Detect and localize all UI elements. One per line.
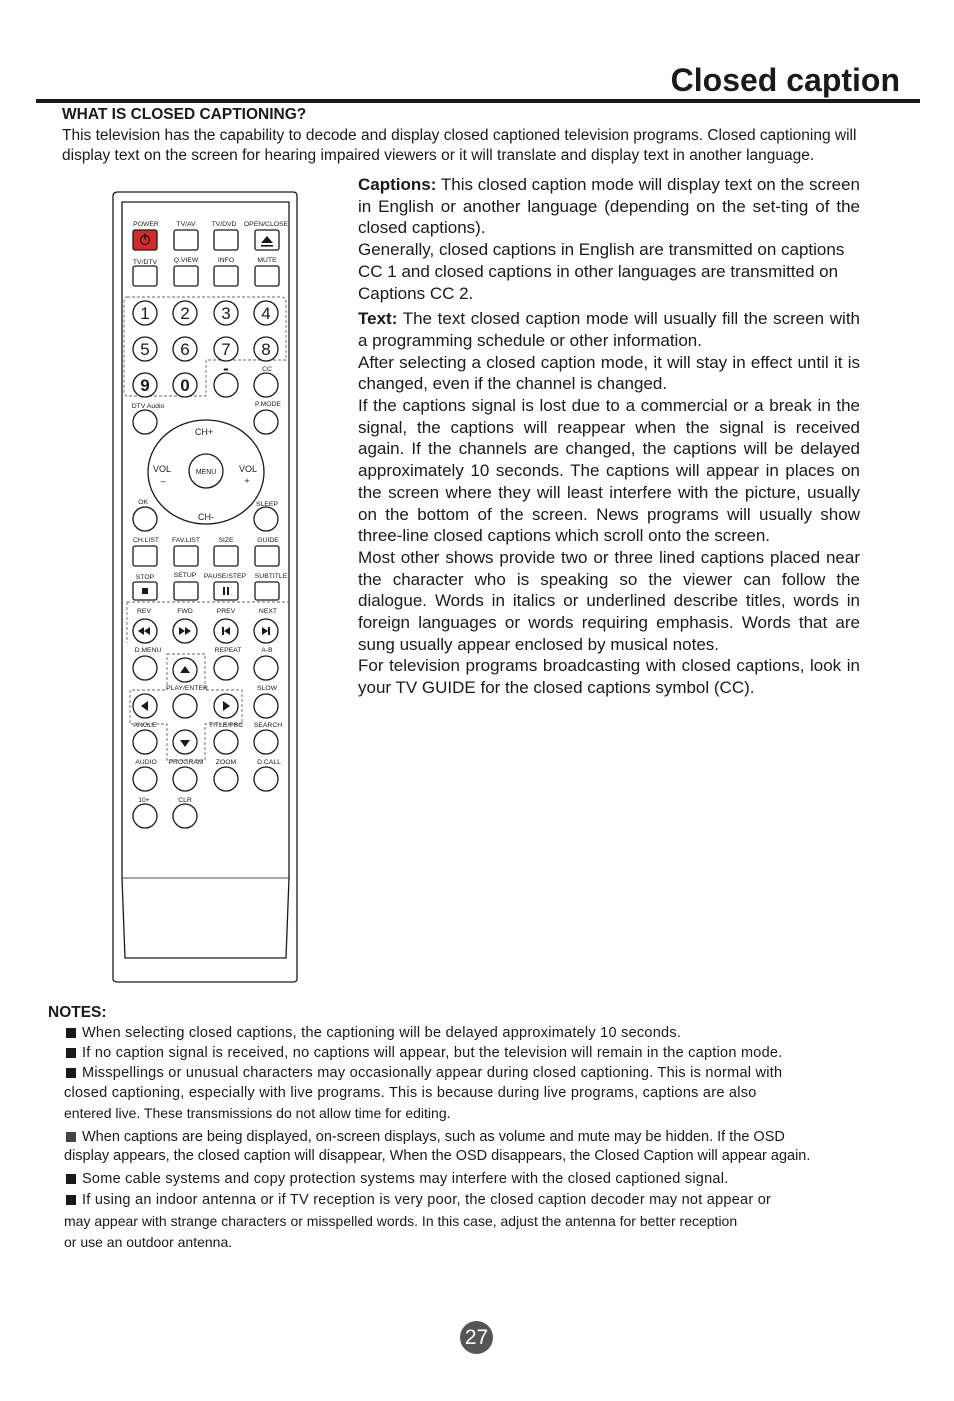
rev-label: REV (137, 608, 151, 615)
tvdtv-label: TV/DTV (132, 259, 158, 266)
digit-6: 6 (180, 340, 190, 359)
cc-label: CC (262, 366, 272, 373)
dtv-audio-label: DTV Audio (131, 403, 165, 410)
bullet-square-icon (66, 1195, 76, 1205)
pause-icon (223, 587, 225, 595)
zoom-label: ZOOM (215, 759, 237, 766)
bullet-square-icon (66, 1174, 76, 1184)
note-3-line-3: entered live. These transmissions do not allow time for editing. (64, 1105, 451, 1121)
setup-label: SETUP (173, 572, 197, 579)
intro-heading: WHAT IS CLOSED CAPTIONING? (62, 106, 307, 123)
mute-button (255, 266, 279, 286)
dtv-audio-button (133, 410, 157, 434)
power-label: POWER (133, 221, 159, 228)
setup-button (174, 582, 198, 600)
note-6-line-3: or use an outdoor antenna. (64, 1234, 233, 1250)
stop-label: STOP (135, 574, 155, 581)
ok-button (133, 507, 157, 531)
note-2-text: If no caption signal is received, no captions will appear, but the television will remain in the caption mode. (82, 1045, 783, 1061)
power-button (133, 230, 157, 250)
digit-8: 8 (261, 340, 271, 359)
note-6-line-2: may appear with strange characters or misspelled words. In this case, adjust the antenna for better reception (64, 1213, 738, 1229)
note-4-line-1: When captions are being displayed, on-screen displays, such as volume and mute may be hidden. If the OSD (82, 1129, 785, 1145)
most-shows-paragraph: Most other shows provide two or three lined captions placed near the character who is speaking so the viewer can follow the dialogue. Words in italics or underlined describe titles, words in foreign languages or words requiring emphasis. Words that are sung usually appear enclosed by musical notes. (358, 547, 860, 654)
captions-paragraph (358, 174, 860, 239)
fwd-label: FWD (177, 608, 193, 615)
titlepbc-button (214, 730, 238, 754)
subtitle-label: SUBTITLE (254, 573, 288, 580)
bullet-square-icon (66, 1028, 76, 1038)
chlist-button (133, 546, 157, 566)
stay-paragraph: After selecting a closed caption mode, it will stay in effect until it is changed, even if the channel is changed. (358, 352, 860, 394)
openclose-label: OPEN/CLOSE (243, 221, 289, 228)
digit-3: 3 (221, 304, 231, 323)
play-enter-label: PLAY/ENTER (166, 685, 208, 692)
pausestep-button (214, 582, 238, 600)
prev-label: PREV (216, 608, 236, 615)
signal-lost-paragraph: If the captions signal is lost due to a commercial or a break in the signal, the captions will reappear when the signal is received again. If the channels are changed, the captions will be delayed approximately 10 seconds. The captions will appear in places on the screen where they will least interfere with the picture, usually on the bottom of the screen. News programs will usually show three-line closed captions which scroll onto the screen. (358, 396, 860, 546)
text-text: The text closed caption mode will usually fill the screen with a programming schedule or other information. (358, 309, 860, 350)
pmode-label: P.MODE (255, 401, 281, 408)
note-4 (66, 1127, 785, 1148)
audio-label: AUDIO (135, 759, 157, 766)
search-label: SEARCH (253, 722, 283, 729)
menu-label: MENU (195, 469, 217, 476)
angle-label: ANGLE (133, 722, 157, 729)
text-paragraph (358, 308, 860, 351)
note-5-text: Some cable systems and copy protection systems may interfere with the closed captioned signal. (82, 1171, 729, 1187)
ab-button (254, 656, 278, 680)
note-6-cont (64, 1211, 737, 1233)
page-number: 27 (460, 1321, 493, 1354)
favlist-label: FAV.LIST (172, 537, 200, 544)
digit-9: 9 (140, 376, 150, 395)
remote-buttons (133, 230, 279, 828)
vol-plus-sign: + (244, 476, 250, 486)
program-button (173, 767, 197, 791)
note-4-cont: display appears, the closed caption will disappear, When the OSD disappears, the Closed Caption will appear again. (64, 1148, 811, 1164)
tvdvd-button (214, 230, 238, 250)
tenplus-button (133, 804, 157, 828)
note-2 (66, 1043, 783, 1064)
captions-text: This closed caption mode will display text on the screen in English or another language (depending on the set-ting of the closed captions). (358, 175, 860, 238)
captions-label: Captions: (358, 175, 437, 194)
slow-label: SLOW (256, 685, 278, 692)
remote-control-illustration (108, 190, 304, 984)
size-button (214, 546, 238, 566)
play-enter-button (173, 694, 197, 718)
info-label: INFO (217, 257, 235, 264)
repeat-label: REPEAT (214, 647, 242, 654)
captions-general-paragraph: Generally, closed captions in English are transmitted on captions CC 1 and closed captions in other languages are transmitted on Captions CC 2. (358, 240, 845, 303)
intro-text: This television has the capability to decode and display closed captioned television programs. Closed captioning will display text on the screen for hearing impaired viewers or it will translate and display text in another language. (62, 127, 857, 164)
digit-5: 5 (140, 340, 150, 359)
dash-label: - (223, 359, 229, 378)
repeat-button (214, 656, 238, 680)
tvav-label: TV/AV (176, 221, 196, 228)
digit-2: 2 (180, 304, 190, 323)
page-title: Closed caption (670, 62, 900, 98)
notes-heading: NOTES: (48, 1004, 107, 1021)
ab-label: A-B (261, 647, 273, 654)
note-3-end (64, 1103, 451, 1125)
qview-label: Q.VIEW (173, 257, 199, 264)
dcall-label: D.CALL (257, 759, 281, 766)
search-button (254, 730, 278, 754)
zoom-button (214, 767, 238, 791)
note-3 (66, 1063, 782, 1084)
dcall-button (254, 767, 278, 791)
stop-icon (142, 588, 148, 594)
titlepbc-label: TITLE/PBC (208, 722, 244, 729)
tenplus-label: 10+ (138, 797, 150, 804)
digit-4: 4 (261, 304, 271, 323)
cc-button (254, 373, 278, 397)
note-6 (66, 1190, 771, 1211)
note-6-line-1: If using an indoor antenna or if TV reception is very poor, the closed caption decoder may not appear or (82, 1192, 772, 1208)
remote-digits (140, 304, 270, 395)
note-3-cont: closed captioning, especially with live programs. This is because during live programs, captions are also (64, 1085, 757, 1101)
sleep-button (254, 507, 278, 531)
subtitle-button (255, 582, 279, 600)
ch-minus-label: CH- (198, 512, 214, 522)
vol-minus-sign: – (160, 476, 166, 486)
guide-button (255, 546, 279, 566)
guide-label: GUIDE (257, 537, 279, 544)
title-rule (36, 99, 920, 103)
digit-0: 0 (180, 376, 190, 395)
clr-button (173, 804, 197, 828)
note-5 (66, 1169, 729, 1190)
tv-guide-paragraph: For television programs broadcasting with closed captions, look in your TV GUIDE for the closed captions symbol (CC). (358, 656, 860, 698)
vol-plus-label: VOL (238, 464, 258, 474)
info-button (214, 266, 238, 286)
note-6-end (64, 1232, 232, 1254)
ok-label: OK (138, 499, 148, 506)
qview-button (174, 266, 198, 286)
audio-button (133, 767, 157, 791)
tvdtv-button (133, 266, 157, 286)
chlist-label: CH.LIST (132, 537, 160, 544)
digit-7: 7 (221, 340, 231, 359)
clr-label: CLR (178, 797, 192, 804)
note-1-text: When selecting closed captions, the captioning will be delayed approximately 10 seconds. (82, 1025, 682, 1041)
text-label: Text: (358, 309, 398, 329)
pmode-button (254, 410, 278, 434)
vol-minus-label: VOL (152, 464, 172, 474)
tvdvd-label: TV/DVD (211, 221, 237, 228)
digit-1: 1 (140, 304, 150, 323)
favlist-button (174, 546, 198, 566)
pausestep-label: PAUSE/STEP (203, 573, 247, 580)
dmenu-button (133, 656, 157, 680)
caption-modes-text (358, 174, 860, 699)
program-label: PROGRAM (168, 759, 204, 766)
slow-button (254, 694, 278, 718)
next-label: NEXT (258, 608, 278, 615)
angle-button (133, 730, 157, 754)
note-3-line-1: Misspellings or unusual characters may occasionally appear during closed captioning. This is normal with (82, 1065, 783, 1081)
size-label: SIZE (218, 537, 234, 544)
bullet-square-icon (66, 1048, 76, 1058)
ch-plus-label: CH+ (194, 427, 214, 437)
bullet-square-icon (66, 1068, 76, 1078)
sleep-label: SLEEP (256, 501, 278, 508)
tvav-button (174, 230, 198, 250)
mute-label: MUTE (257, 257, 277, 264)
bullet-square-icon (66, 1132, 76, 1142)
note-1 (66, 1023, 681, 1044)
dmenu-label: D.MENU (134, 647, 162, 654)
